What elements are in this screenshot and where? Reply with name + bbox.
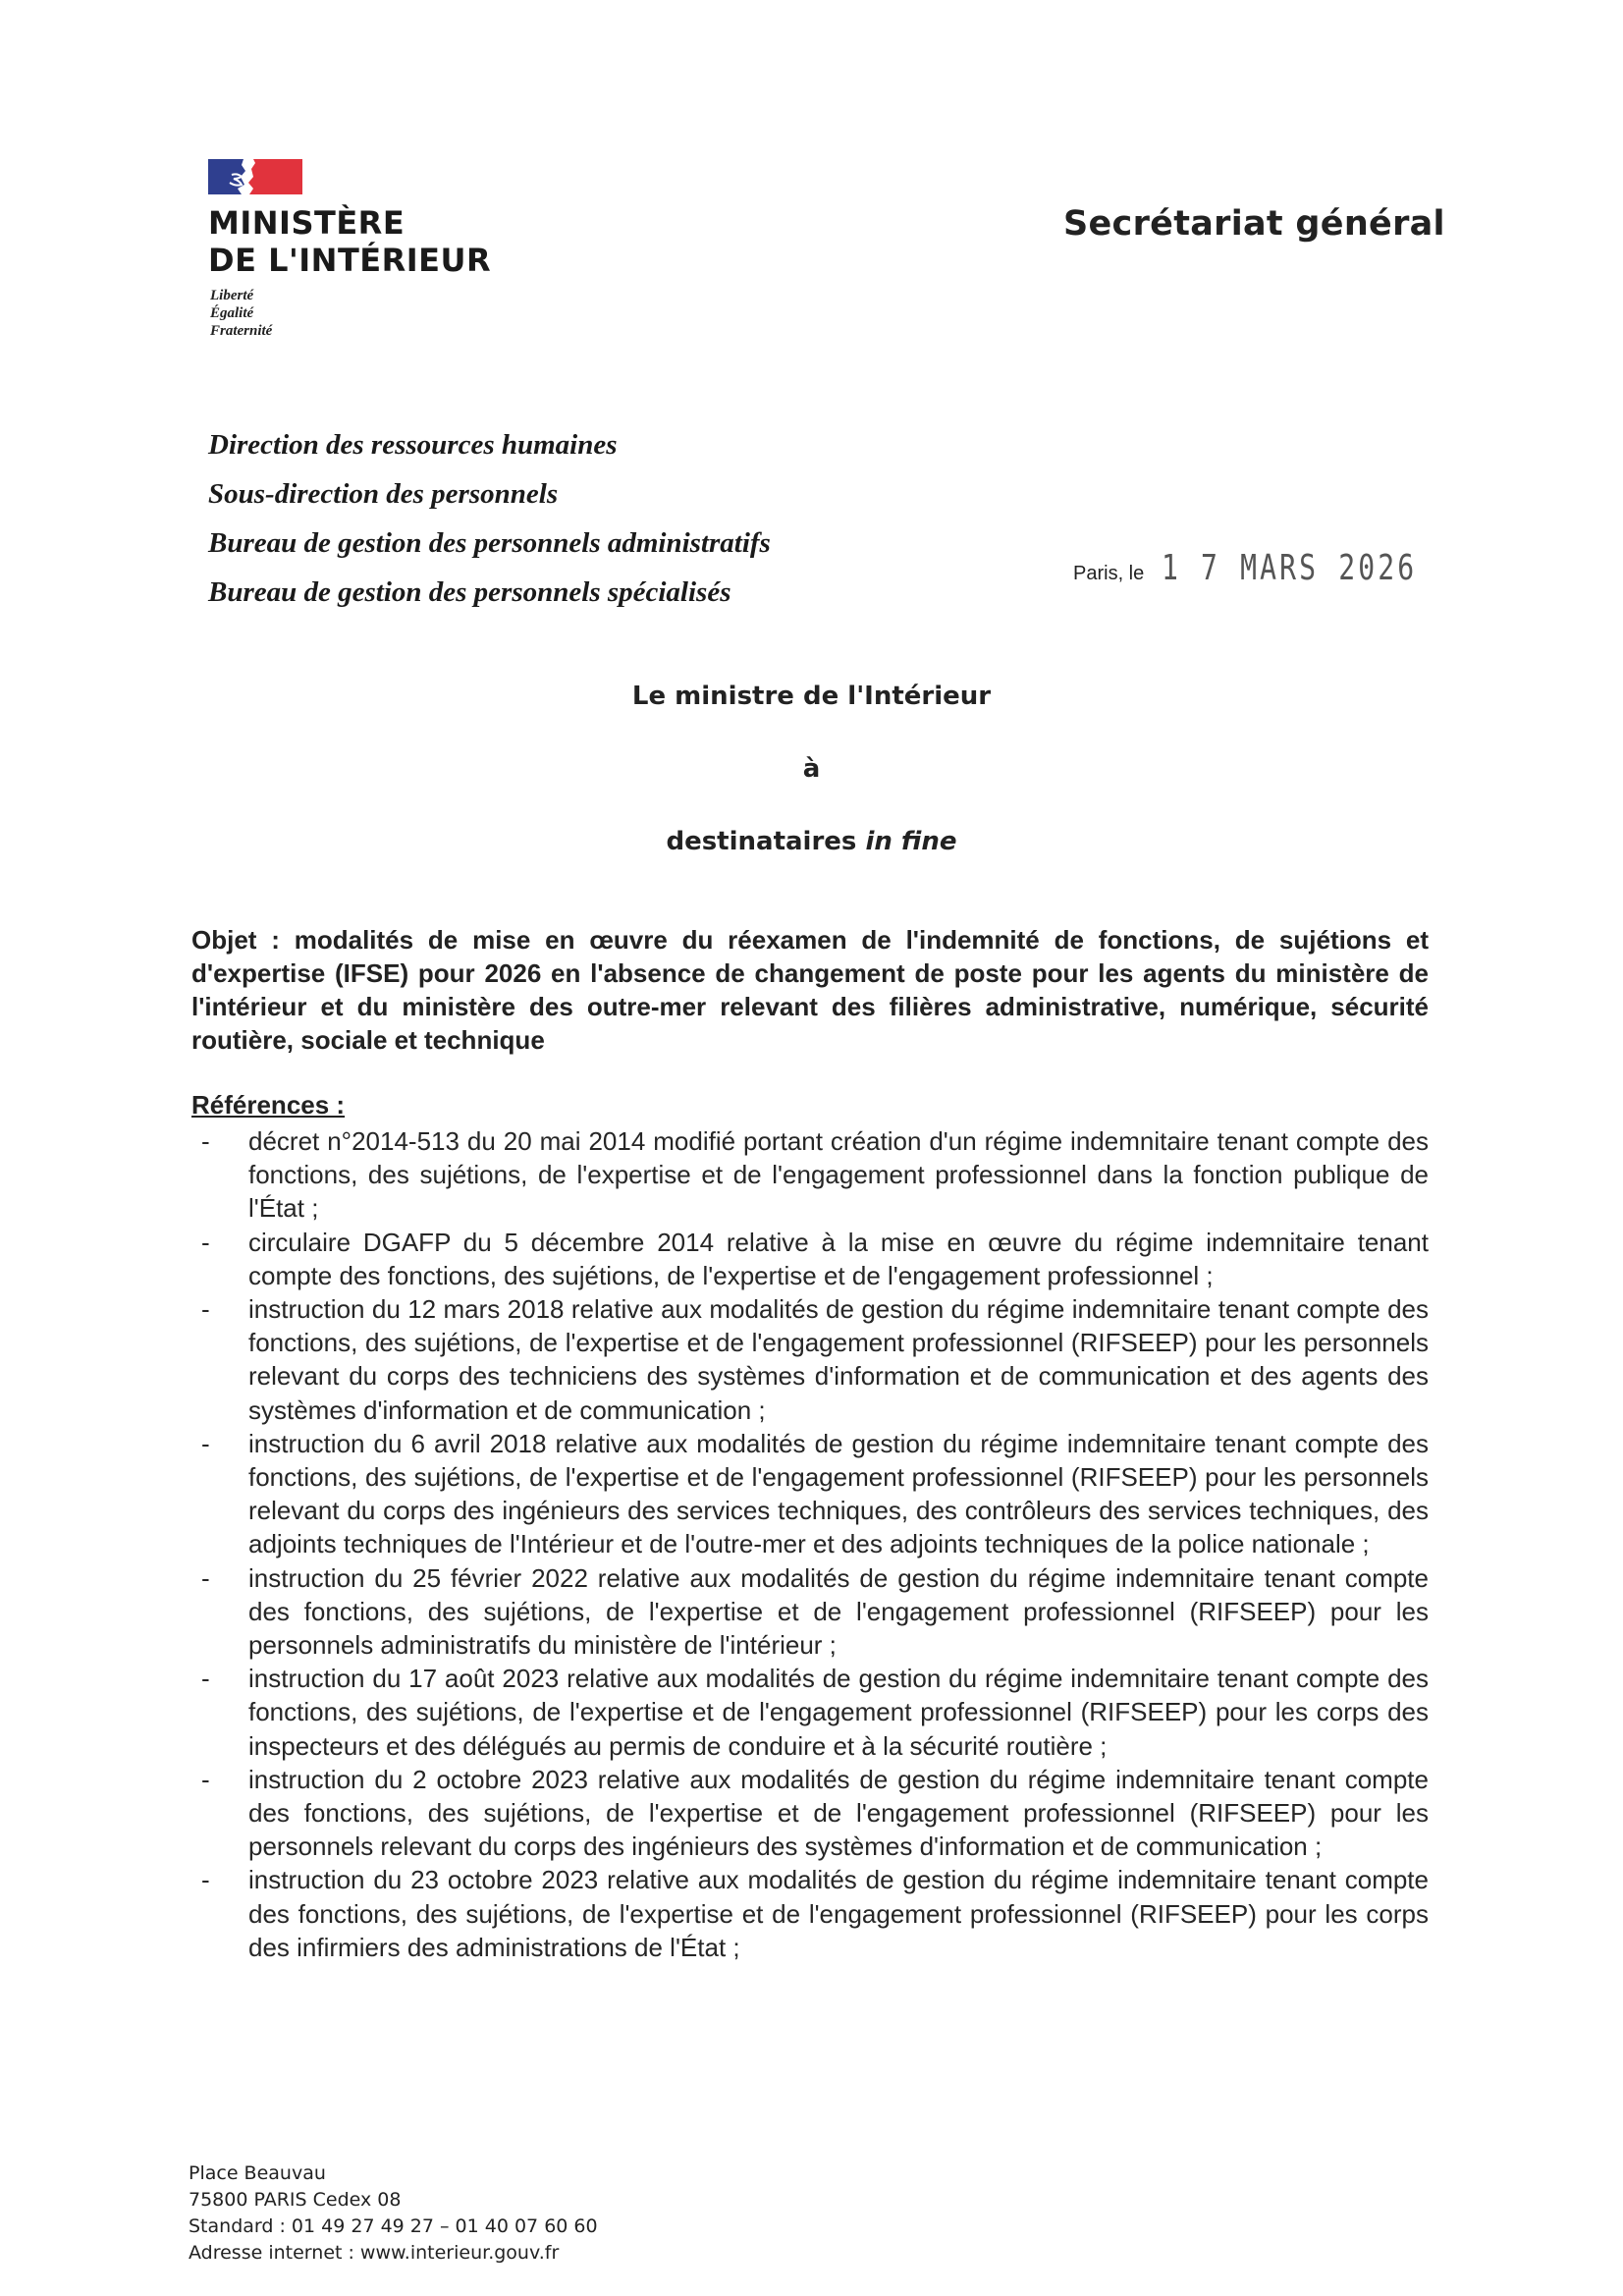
direction-line: Sous-direction des personnels <box>208 478 559 510</box>
republic-motto: Liberté Égalité Fraternité <box>210 288 273 339</box>
list-item: - décret n°2014-513 du 20 mai 2014 modifié portant création d'un régime indemnitaire tenant compte des fonctions, des sujétions, de l'expertise et de l'engagement professionnel dans la fonction publique de l'État ; <box>201 1126 1429 1224</box>
footer-address: Place Beauvau 75800 PARIS Cedex 08 Standard : 01 49 27 49 27 – 01 40 07 60 60 Adresse internet : www.interieur.gouv.fr <box>189 2160 598 2267</box>
list-item: - instruction du 25 février 2022 relative aux modalités de gestion du régime indemnitaire tenant compte des fonctions, des sujétions, de l'expertise et de l'engagement professionnel (RIFSEEP) pour les personnels administratifs du ministère de l'intérieur ; <box>201 1562 1429 1661</box>
list-item: - instruction du 17 août 2023 relative aux modalités de gestion du régime indemnitaire tenant compte des fonctions, des sujétions, de l'expertise et de l'engagement professionnel (RIFSEEP) pour les corps des inspecteurs et des délégués au permis de conduire et à la sécurité routière ; <box>201 1664 1429 1761</box>
service-title: Secrétariat général <box>1063 204 1445 244</box>
references-list <box>191 1124 1429 1964</box>
direction-line: Bureau de gestion des personnels administratifs <box>208 527 771 559</box>
direction-line: Direction des ressources humaines <box>208 429 618 461</box>
list-item: - instruction du 2 octobre 2023 relative aux modalités de gestion du régime indemnitaire tenant compte des fonctions, des sujétions, de l'expertise et de l'engagement professionnel (RIFSEEP) pour les personnels relevant du corps des ingénieurs des systèmes d'information et de communication ; <box>201 1764 1429 1862</box>
ministry-name: MINISTÈRE DE L'INTÉRIEUR <box>208 204 492 279</box>
recipients: destinataires in fine <box>666 827 957 856</box>
website-link[interactable]: Adresse internet : www.interieur.gouv.fr <box>189 2242 560 2264</box>
date-stamp: 1 7 MARS 2026 <box>1162 548 1418 588</box>
date-line <box>1073 548 1489 588</box>
references-title: Références : <box>191 1090 346 1120</box>
subject: Objet : modalités de mise en œuvre du réexamen de l'indemnité de fonctions, de sujétions et d'expertise (IFSE) pour 2026 en l'absence de changement de poste pour les agents du ministère de l'intérieur et du ministère des outre-mer relevant des filières administrative, numérique, sécurité routière, sociale et technique <box>191 925 1429 1055</box>
list-item: - instruction du 23 octobre 2023 relative aux modalités de gestion du régime indemnitaire tenant compte des fonctions, des sujétions, de l'expertise et de l'engagement professionnel (RIFSEEP) pour les corps des infirmiers des administrations de l'État ; <box>201 1865 1429 1962</box>
list-item: - instruction du 12 mars 2018 relative aux modalités de gestion du régime indemnitaire tenant compte des fonctions, des sujétions, de l'expertise et de l'engagement professionnel (RIFSEEP) pour les personnels relevant du corps des techniciens des systèmes d'information et de communication et des agents des systèmes d'information et de communication ; <box>201 1294 1429 1425</box>
direction-block <box>208 420 771 617</box>
direction-line: Bureau de gestion des personnels spécialisés <box>208 576 731 608</box>
phone-number: Standard : 01 49 27 49 27 – 01 40 07 60 60 <box>189 2215 598 2237</box>
sender: Le ministre de l'Intérieur <box>631 682 992 711</box>
date-label: Paris, le <box>1073 563 1145 584</box>
list-item: - circulaire DGAFP du 5 décembre 2014 relative à la mise en œuvre du régime indemnitaire tenant compte des fonctions, des sujétions, de l'expertise et de l'engagement professionnel ; <box>201 1227 1429 1290</box>
marianne-flag-icon <box>208 159 302 194</box>
addressing-to: à <box>802 754 821 784</box>
list-item: - instruction du 6 avril 2018 relative aux modalités de gestion du régime indemnitaire tenant compte des fonctions, des sujétions, de l'expertise et de l'engagement professionnel (RIFSEEP) pour les personnels relevant du corps des ingénieurs des services techniques, des contrôleurs des services techniques, des adjoints techniques de l'Intérieur et de l'outre-mer et des adjoints techniques de la police nationale ; <box>201 1428 1429 1559</box>
